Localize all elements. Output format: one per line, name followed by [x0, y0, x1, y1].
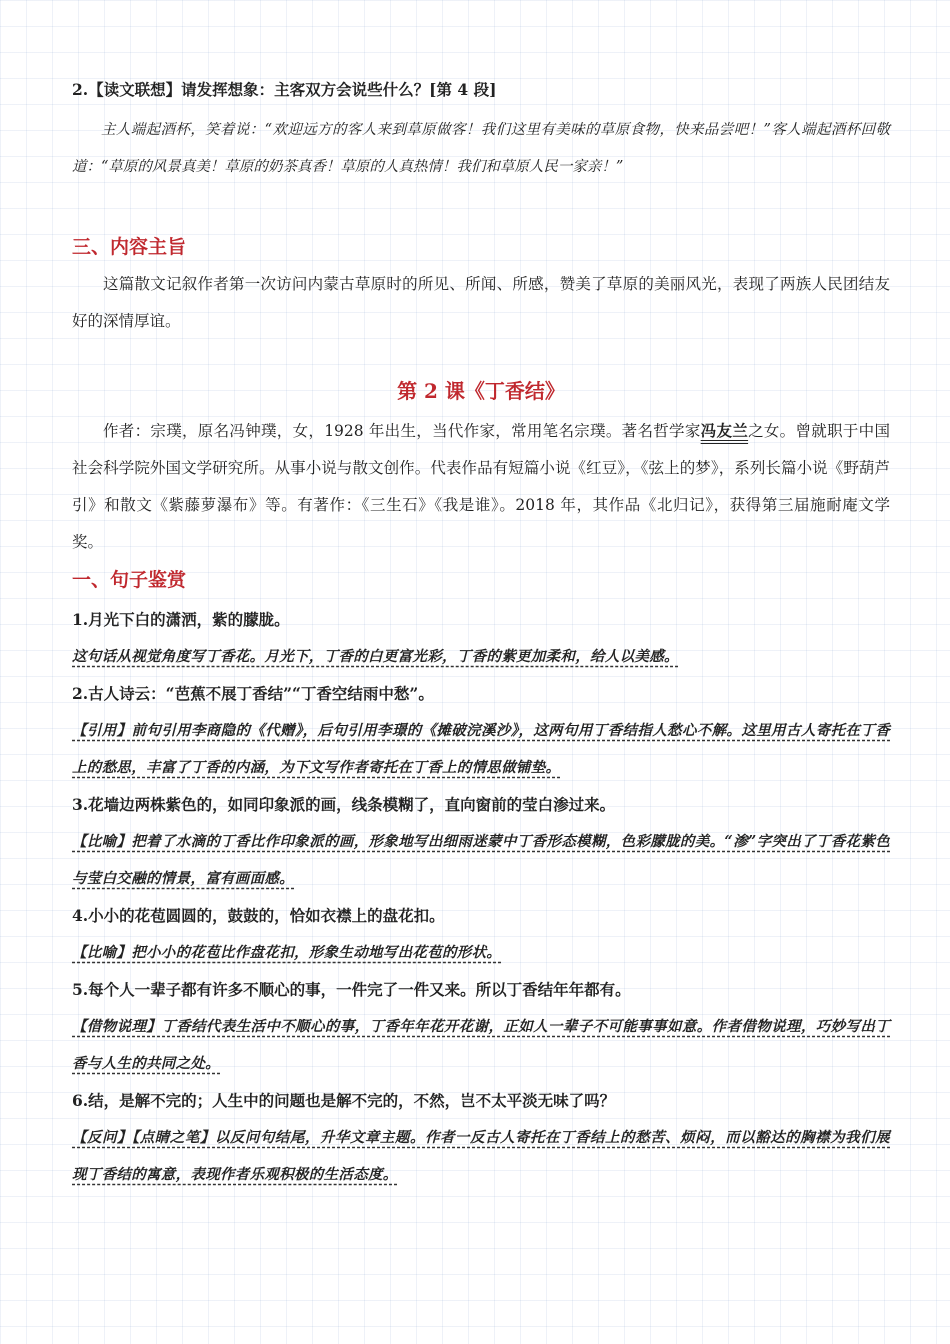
sentence-question-5: 5.每个人一辈子都有许多不顺心的事，一件完了一件又来。所以丁香结年年都有。 — [72, 980, 631, 999]
sentence-answer-5: 【借物说理】丁香结代表生活中不顺心的事，丁香年年花开花谢，正如人一辈子不可能事事如意。作者借物说理，巧妙写出丁香与人生的共同之处。 — [72, 1018, 890, 1072]
sentence-answer-6: 【反问】【点睛之笔】以反问句结尾，升华文章主题。作者一反古人寄托在丁香结上的愁苦、烦闷，而以豁达的胸襟为我们展现丁香结的寓意，表现作者乐观积极的生活态度。 — [72, 1129, 890, 1183]
sentence-question-6: 6.结，是解不完的；人生中的问题也是解不完的，不然，岂不太平淡无味了吗？ — [72, 1091, 616, 1110]
author-intro-after: 之女。曾就职于中国社会科学院外国文学研究所。从事小说与散文创作。代表作品有短篇小说《红豆》，《弦上的梦》，系列长篇小说《野葫芦引》和散文《紫藤萝瀑布》等。有著作：《三生石》《我是谁》。2018 年，其作品《北归记》，获得第三届施耐庵文学奖。 — [72, 422, 890, 551]
lesson-title: 第 2 课《丁香结》 — [397, 379, 565, 403]
sentence-list — [72, 601, 890, 1193]
document-page — [72, 78, 890, 1193]
author-intro — [72, 412, 890, 561]
sentence-question-4: 4.小小的花苞圆圆的，鼓鼓的，恰如衣襟上的盘花扣。 — [72, 906, 445, 925]
sentence-question-2: 2.古人诗云：“芭蕉不展丁香结”“丁香空结雨中愁”。 — [72, 684, 434, 703]
author-father-name: 冯友兰 — [700, 421, 749, 440]
section-title-main-idea: 三、内容主旨 — [72, 236, 187, 258]
section-title-sentence-appreciation: 一、句子鉴赏 — [72, 569, 187, 591]
main-idea-text: 这篇散文记叙作者第一次访问内蒙古草原时的所见、所闻、所感，赞美了草原的美丽风光，表现了两族人民团结友好的深情厚谊。 — [72, 275, 890, 330]
sentence-answer-1: 这句话从视觉角度写丁香花。月光下，丁香的白更富光彩，丁香的紫更加柔和，给人以美感。 — [72, 648, 679, 665]
sentence-answer-4: 【比喻】把小小的花苞比作盘花扣，形象生动地写出花苞的形状。 — [72, 944, 502, 961]
sentence-answer-2: 【引用】前句引用李商隐的《代赠》，后句引用李璟的《摊破浣溪沙》，这两句用丁香结指人愁心不解。这里用古人寄托在丁香上的愁思，丰富了丁香的内涵，为下文写作者寄托在丁香上的情思做铺垫。 — [72, 722, 890, 776]
author-intro-before: 作者：宗璞，原名冯钟璞，女，1928 年出生，当代作家，常用笔名宗璞。著名哲学家 — [103, 422, 701, 440]
question-2: 2.【读文联想】请发挥想象：主客双方会说些什么？[第 4 段] — [72, 80, 497, 99]
sentence-answer-3: 【比喻】把着了水滴的丁香比作印象派的画，形象地写出细雨迷蒙中丁香形态模糊，色彩朦胧的美。“渗”字突出了丁香花紫色与莹白交融的情景，富有画面感。 — [72, 833, 890, 887]
question-2-answer: 主人端起酒杯，笑着说：“欢迎远方的客人来到草原做客！我们这里有美味的草原食物，快来品尝吧！”客人端起酒杯回敬道：“草原的风景真美！草原的奶茶真香！草原的人真热情！我们和草原人民一家亲！” — [72, 122, 890, 175]
sentence-question-1: 1.月光下白的潇洒，紫的朦胧。 — [72, 610, 290, 629]
sentence-question-3: 3.花墙边两株紫色的，如同印象派的画，线条模糊了，直向窗前的莹白渗过来。 — [72, 795, 616, 814]
